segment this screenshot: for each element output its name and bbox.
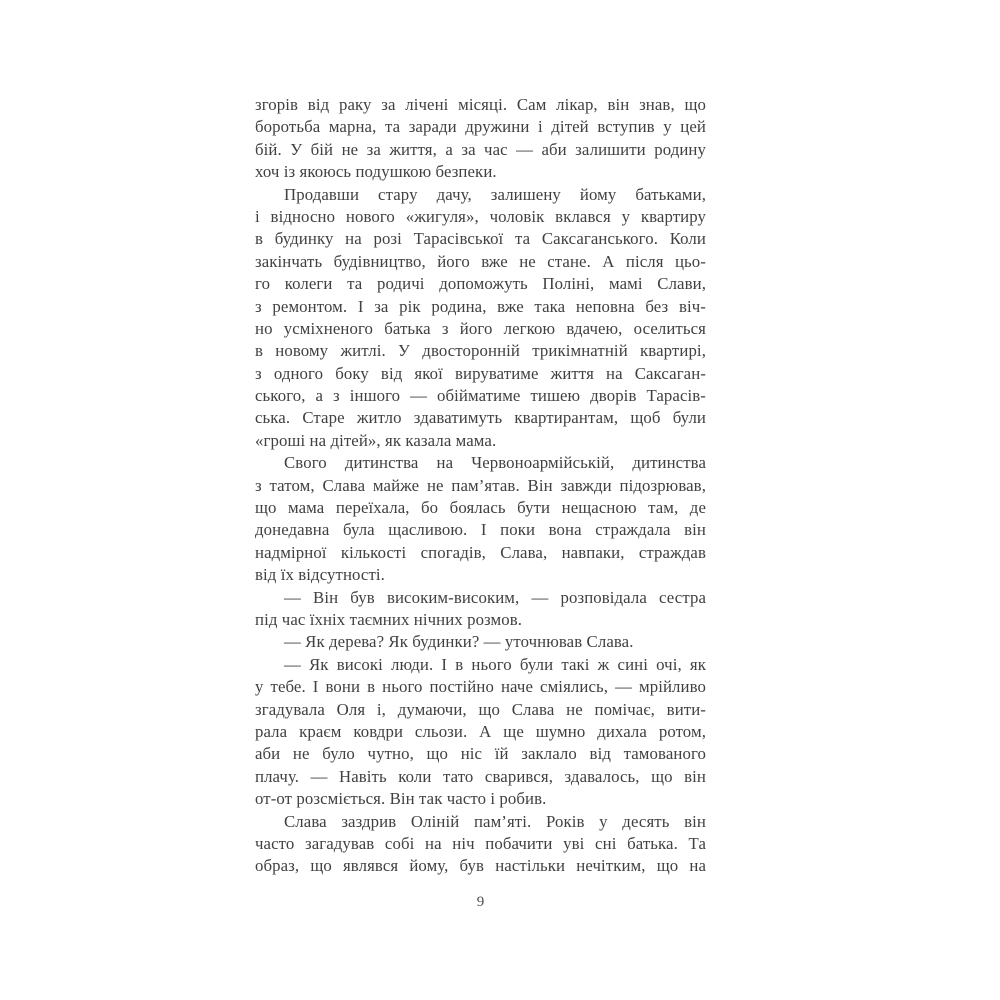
text-line: хоч із якоюсь подушкою безпеки. xyxy=(255,162,497,182)
text-line: згорів від раку за лічені місяці. Сам лікар, він знав, що xyxy=(255,95,706,114)
paragraph xyxy=(255,631,706,653)
page-number: 9 xyxy=(476,894,485,910)
text-line: Слава заздрив Оліній пам’яті. Років у десять він xyxy=(284,811,706,831)
text-line: надмірної кількості спогадів, Слава, навпаки, страждав xyxy=(255,542,706,562)
text-line: з татом, Слава майже не пам’ятав. Він завжди підозрював, xyxy=(255,475,706,495)
text-line: під час їхніх таємних нічних розмов. xyxy=(255,609,523,629)
text-line: го колеги та родичі допоможуть Поліні, мамі Слави, xyxy=(255,274,706,294)
text-line: — Як дерева? Як будинки? — уточнював Слава. xyxy=(284,632,634,652)
text-line: — Як високі люди. І в нього були такі ж сині очі, як xyxy=(284,654,706,674)
text-line: у тебе. І вони в нього постійно наче сміялись, — мрійливо xyxy=(255,677,706,697)
text-line: — Він був високим-високим, — розповідала сестра xyxy=(284,587,706,607)
text-line: часто загадував собі на ніч побачити уві сні батька. Та xyxy=(255,833,706,853)
text-line: в будинку на розі Тарасівської та Саксаганського. Коли xyxy=(255,229,706,249)
text-line: бій. У бій не за життя, а за час — аби залишити родину xyxy=(255,139,706,159)
text-line: плачу. — Навіть коли тато сварився, здавалось, що він xyxy=(255,766,706,786)
text-line: Свого дитинства на Червоноармійській, дитинства xyxy=(284,453,706,473)
paragraph xyxy=(255,587,706,632)
text-line: образ, що являвся йому, був настільки нечітким, що на xyxy=(255,856,706,876)
text-line: що мама переїхала, бо боялась бути нещасною там, де xyxy=(255,498,706,518)
text-line: згадувала Оля і, думаючи, що Слава не помічає, вити- xyxy=(255,699,706,719)
text-line: от-от розсміється. Він так часто і робив. xyxy=(255,789,547,809)
text-line: від їх відсутності. xyxy=(255,565,385,585)
text-line: в новому житлі. У двосторонній трикімнатній квартирі, xyxy=(255,341,706,361)
text-line: Продавши стару дачу, залишену йому батьками, xyxy=(284,184,706,204)
text-line: з ремонтом. І за рік родина, вже така неповна без віч- xyxy=(255,296,706,316)
text-block xyxy=(255,94,706,878)
paragraph xyxy=(255,94,706,184)
text-line: з одного боку від якої вируватиме життя на Саксаган- xyxy=(255,363,706,383)
paragraph xyxy=(255,184,706,453)
text-line: «гроші на дітей», як казала мама. xyxy=(255,430,497,450)
paragraph xyxy=(255,654,706,811)
text-line: ського, а з іншого — обійматиме тишею дворів Тарасів- xyxy=(255,386,706,406)
text-line: аби не було чутно, що ніс їй заклало від тамованого xyxy=(255,744,706,764)
paragraph xyxy=(255,452,706,586)
text-line: но усміхненого батька з його легкою вдачею, оселиться xyxy=(255,318,706,338)
text-line: закінчать будівництво, його вже не стане. А після цьо- xyxy=(255,251,706,271)
paragraph xyxy=(255,811,706,878)
text-line: боротьба марна, та заради дружини і дітей вступив у цей xyxy=(255,117,706,137)
text-line: рала краєм ковдри сльози. А ще шумно дихала ротом, xyxy=(255,721,706,741)
text-line: ська. Старе житло здаватимуть квартирантам, щоб були xyxy=(255,408,706,428)
text-line: донедавна була щасливою. І поки вона страждала він xyxy=(255,520,706,540)
text-line: і відносно нового «жигуля», чоловік вклався у квартиру xyxy=(255,206,706,226)
